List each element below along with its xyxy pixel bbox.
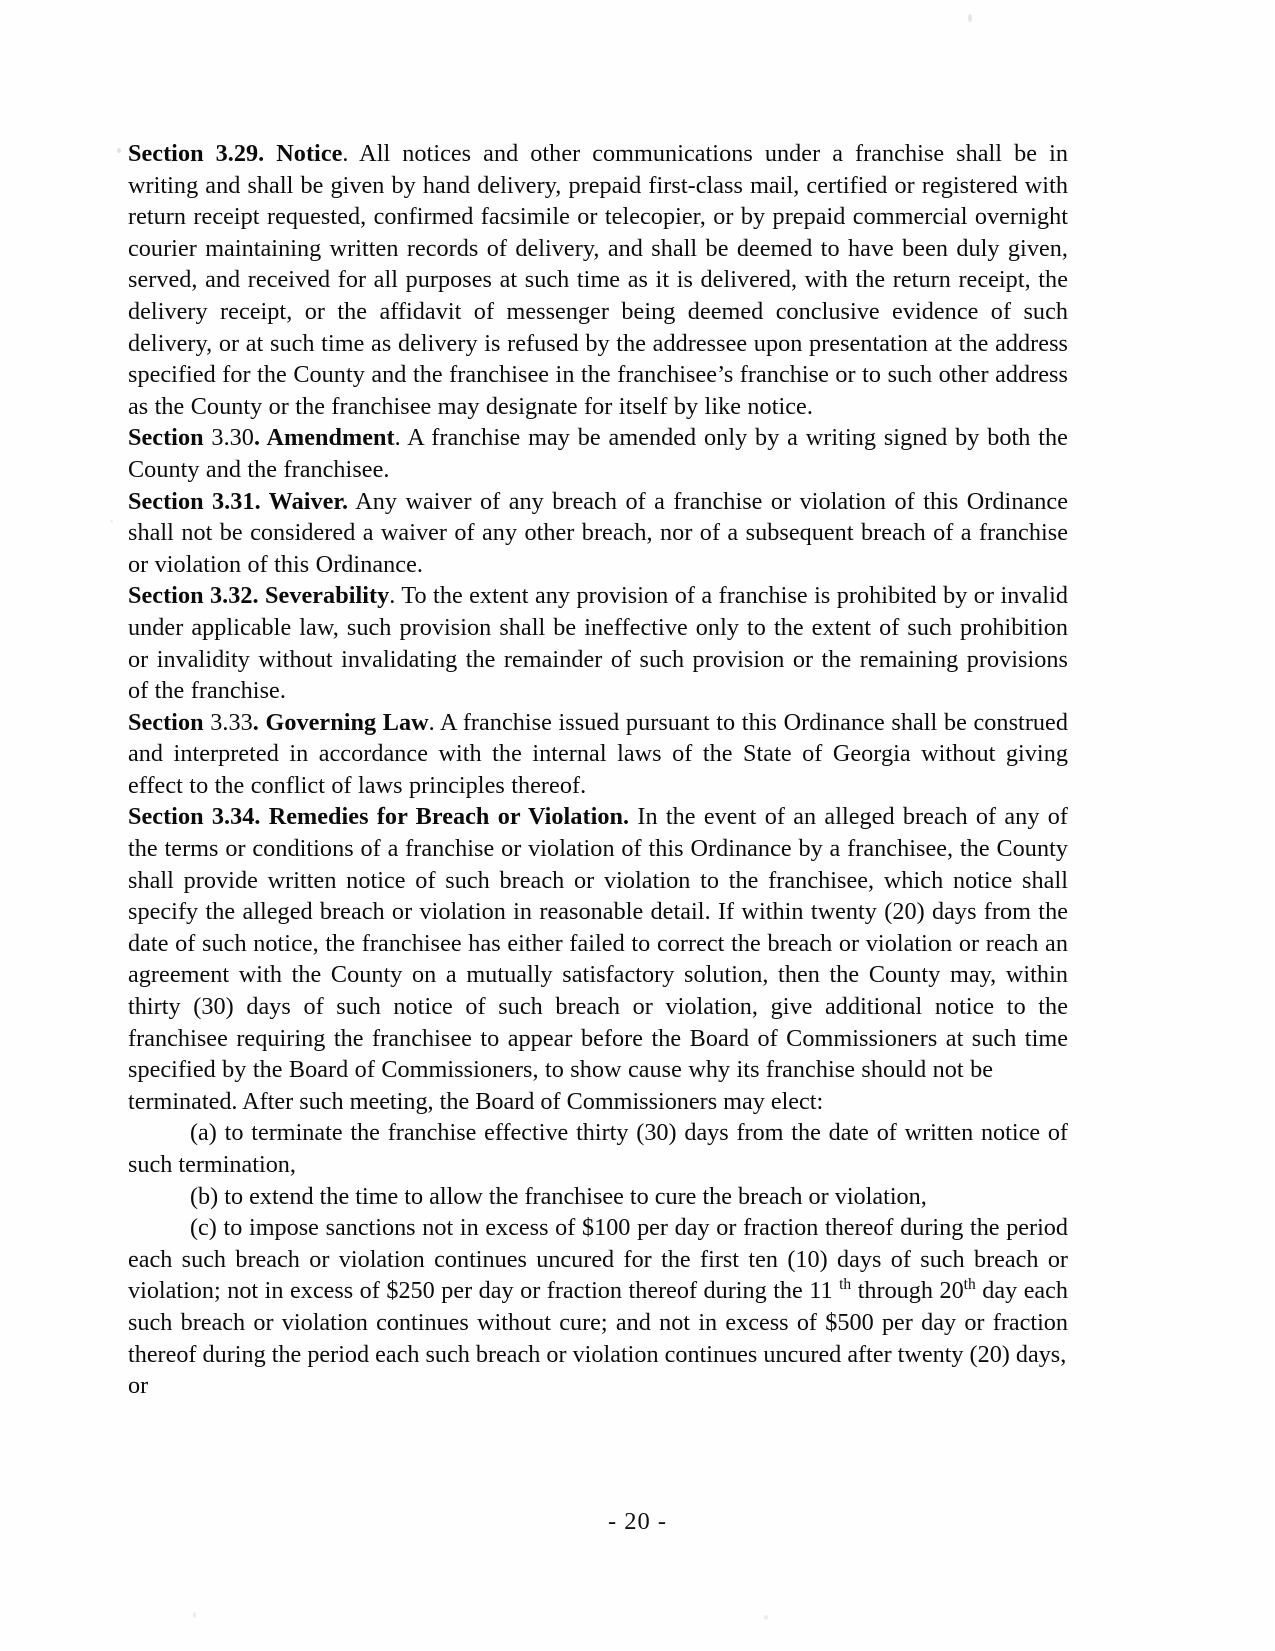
section-3-32-body: . To the extent any provision of a franchise is prohibited by or invalid under applicable law, such provision shall be ineffective only to the extent of such prohibition or invalidity without invalidating the remainder of such provision or the remaining provisions of the franchise. (128, 582, 1068, 705)
page-number: - 20 - (607, 1508, 668, 1535)
section-3-30-heading-term: . Amendment (253, 424, 395, 452)
scan-artifact-speck (110, 520, 113, 523)
section-3-33-heading-number: 3.33 (203, 708, 253, 736)
section-3-34-item-c-pre: (c) to impose sanctions not in excess of $100 per day or fraction thereof during the period each such breach or violation continues uncured for the first ten (10) days of such breach or violation; not in excess of $250 per day or fraction thereof during the 11 (128, 1214, 1068, 1305)
section-3-29 (128, 138, 1068, 422)
section-3-33 (128, 707, 1068, 802)
section-3-34-item-c (128, 1212, 1068, 1370)
scan-artifact-speck (193, 1612, 196, 1618)
section-3-31 (128, 486, 1068, 581)
section-3-31-body: Any waiver of any breach of a franchise or violation of this Ordinance shall not be considered a waiver of any other breach, nor of a subsequent breach of a franchise or violation of this Ordinance. (128, 487, 1068, 578)
section-3-31-heading: Section 3.31. (128, 487, 261, 515)
section-3-34 (128, 801, 1068, 1085)
section-3-33-heading-term: . Governing Law (252, 708, 429, 736)
section-3-34-body-part1: In the event of an alleged breach of any of the terms or conditions of a franchise or violation of this Ordinance by a franchisee, the County shall provide written notice of such breach or violation to the franchisee, which notice shall specify the alleged breach or violation in reasonable detail. If within twenty (20) days from the date of such notice, the franchisee has either failed to correct the breach or violation or reach an agreement with the County on a mutually satisfactory solution, then the County may, within thirty (30) days of such notice of such breach or violation, give additional notice to the franchisee requiring the franchisee to appear before the Board of Commissioners at such time specified by the Board of Commissioners, to show cause why its franchise should not be (128, 803, 1068, 1084)
section-3-32 (128, 580, 1068, 706)
scan-artifact-speck (968, 14, 972, 22)
section-3-34-item-c-tail: or (128, 1372, 149, 1400)
section-3-30-body: . A franchise may be amended only by a writing signed by both the County and the franchisee. (128, 424, 1068, 483)
section-3-29-heading: Section 3.29. Notice (128, 140, 343, 167)
section-3-34-body-part2: terminated. After such meeting, the Board of Commissioners may elect: (128, 1087, 824, 1115)
section-3-34-heading-term: Remedies for Breach or Violation. (260, 803, 630, 831)
section-3-33-heading-word: Section (128, 708, 204, 736)
section-3-30-heading-number: 3.30 (203, 424, 254, 452)
page-body (128, 138, 1068, 1402)
section-3-34-item-c-post: day each such breach or violation continues without cure; and not in excess of $500 per day or fraction thereof during the period each such breach or violation continues uncured after twenty (20) days, (128, 1277, 1068, 1368)
section-3-32-heading: Section 3.32. (128, 582, 259, 610)
section-3-32-heading-term: Severability (258, 582, 390, 610)
section-3-34-item-c-mid: through 20 (851, 1277, 964, 1305)
section-3-34-heading: Section 3.34. (128, 803, 261, 831)
ordinal-suffix-20th: th (963, 1276, 976, 1294)
section-3-34-item-b: (b) to extend the time to allow the franchisee to cure the breach or violation, (190, 1182, 927, 1210)
section-3-31-heading-term: Waiver. (260, 487, 349, 515)
scan-artifact-speck (764, 1615, 768, 1620)
section-3-33-body: . A franchise issued pursuant to this Ordinance shall be construed and interpreted in accordance with the internal laws of the State of Georgia without giving effect to the conflict of laws principles thereof. (128, 708, 1068, 799)
section-3-30 (128, 422, 1068, 485)
section-3-34-item-a: (a) to terminate the franchise effective thirty (30) days from the date of written notice of such termination, (128, 1119, 1068, 1178)
scan-artifact-speck (117, 148, 121, 153)
section-3-29-body: . All notices and other communications under a franchise shall be in writing and shall be given by hand delivery, prepaid first-class mail, certified or registered with return receipt requested, confirmed facsimile or telecopier, or by prepaid commercial overnight courier maintaining written records of delivery, and shall be deemed to have been duly given, served, and received for all purposes at such time as it is delivered, with the return receipt, the delivery receipt, or the affidavit of messenger being deemed conclusive evidence of such delivery, or at such time as delivery is refused by the addressee upon presentation at the address specified for the County and the franchisee in the franchisee’s franchise or to such other address as the County or the franchisee may designate for itself by like notice. (128, 140, 1068, 420)
section-3-30-heading-word: Section (128, 424, 204, 452)
ordinal-suffix-11th: th (839, 1276, 852, 1294)
